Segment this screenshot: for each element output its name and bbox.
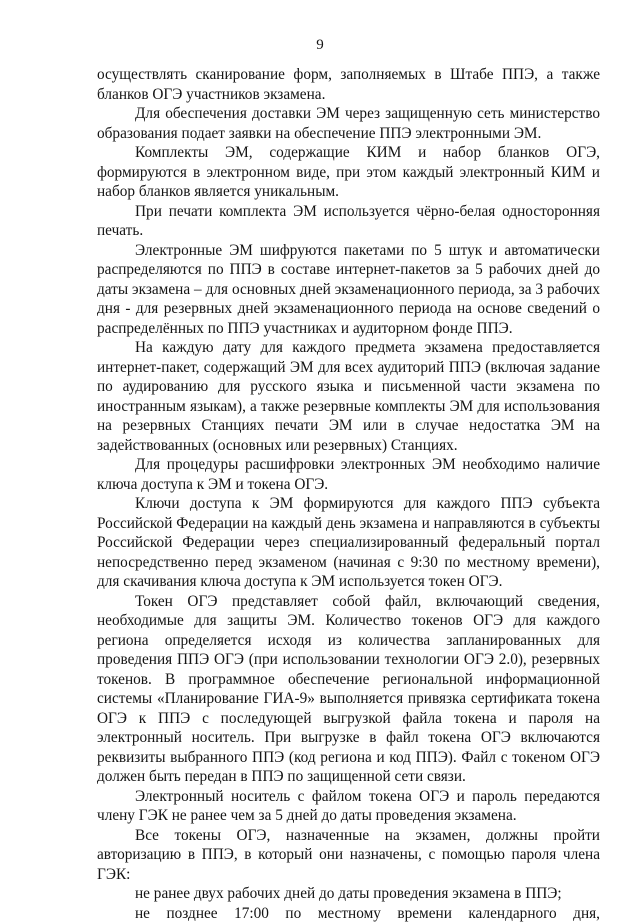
document-body xyxy=(97,65,600,923)
paragraph-internet-package: На каждую дату для каждого предмета экзамена предоставляется интернет-пакет, содержащий ЭМ для всех аудиторий ППЭ (включая задание по аудированию для русского языка и письменной части экзамена по иностранным языкам), а также резервные комплекты ЭМ для использования на резервных Станциях печати ЭМ или в случае недостатка ЭМ на задействованных (основных или резервных) Станциях. xyxy=(97,338,600,455)
paragraph-list-item-1: не ранее двух рабочих дней до даты проведения экзамена в ППЭ; xyxy=(97,884,600,904)
paragraph-decryption: Для процедуры расшифровки электронных ЭМ необходимо наличие ключа доступа к ЭМ и токена ОГЭ. xyxy=(97,455,600,494)
paragraph-media-transfer: Электронный носитель с файлом токена ОГЭ и пароль передаются члену ГЭК не ранее чем за 5 дней до даты проведения экзамена. xyxy=(97,787,600,826)
paragraph-continuation: осуществлять сканирование форм, заполняемых в Штабе ППЭ, а также бланков ОГЭ участников экзамена. xyxy=(97,65,600,104)
page-number: 9 xyxy=(0,36,640,54)
paragraph-authorization: Все токены ОГЭ, назначенные на экзамен, должны пройти авторизацию в ППЭ, в который они назначены, с помощью пароля члена ГЭК: xyxy=(97,826,600,885)
paragraph-encryption: Электронные ЭМ шифруются пакетами по 5 штук и автоматически распределяются по ППЭ в составе интернет-пакетов за 5 рабочих дней до даты экзамена – для основных дней экзаменационного периода, за 3 рабочих дня - для резервных дней экзаменационного периода на основе сведений о распределённых по ППЭ участниках и аудиторном фонде ППЭ. xyxy=(97,241,600,339)
paragraph-printing: При печати комплекта ЭМ используется чёрно-белая односторонняя печать. xyxy=(97,202,600,241)
paragraph-delivery: Для обеспечения доставки ЭМ через защищенную сеть министерство образования подает заявки на обеспечение ППЭ электронными ЭМ. xyxy=(97,104,600,143)
paragraph-kits: Комплекты ЭМ, содержащие КИМ и набор бланков ОГЭ, формируются в электронном виде, при этом каждый электронный КИМ и набор бланков является уникальным. xyxy=(97,143,600,202)
paragraph-token: Токен ОГЭ представляет собой файл, включающий сведения, необходимые для защиты ЭМ. Количество токенов ОГЭ для каждого региона определяется исходя из количества запланированных для проведения ППЭ ОГЭ (при использовании технологии ОГЭ 2.0), резервных токенов. В программное обеспечение региональной информационной системы «Планирование ГИА-9» выполняется привязка сертификата токена ОГЭ к ППЭ с последующей выгрузкой файла токена и пароля на электронный носитель. При выгрузке в файл токена ОГЭ включаются реквизиты выбранного ППЭ (код региона и код ППЭ). Файл с токеном ОГЭ должен быть передан в ППЭ по защищенной сети связи. xyxy=(97,592,600,787)
paragraph-access-keys: Ключи доступа к ЭМ формируются для каждого ППЭ субъекта Российской Федерации на каждый день экзамена и направляются в субъекты Российской Федерации через специализированный федеральный портал непосредственно перед экзаменом (начиная с 9:30 по местному времени), для скачивания ключа доступа к ЭМ используется токен ОГЭ. xyxy=(97,494,600,592)
paragraph-list-item-2: не позднее 17:00 по местному времени календарного дня, xyxy=(97,904,600,923)
